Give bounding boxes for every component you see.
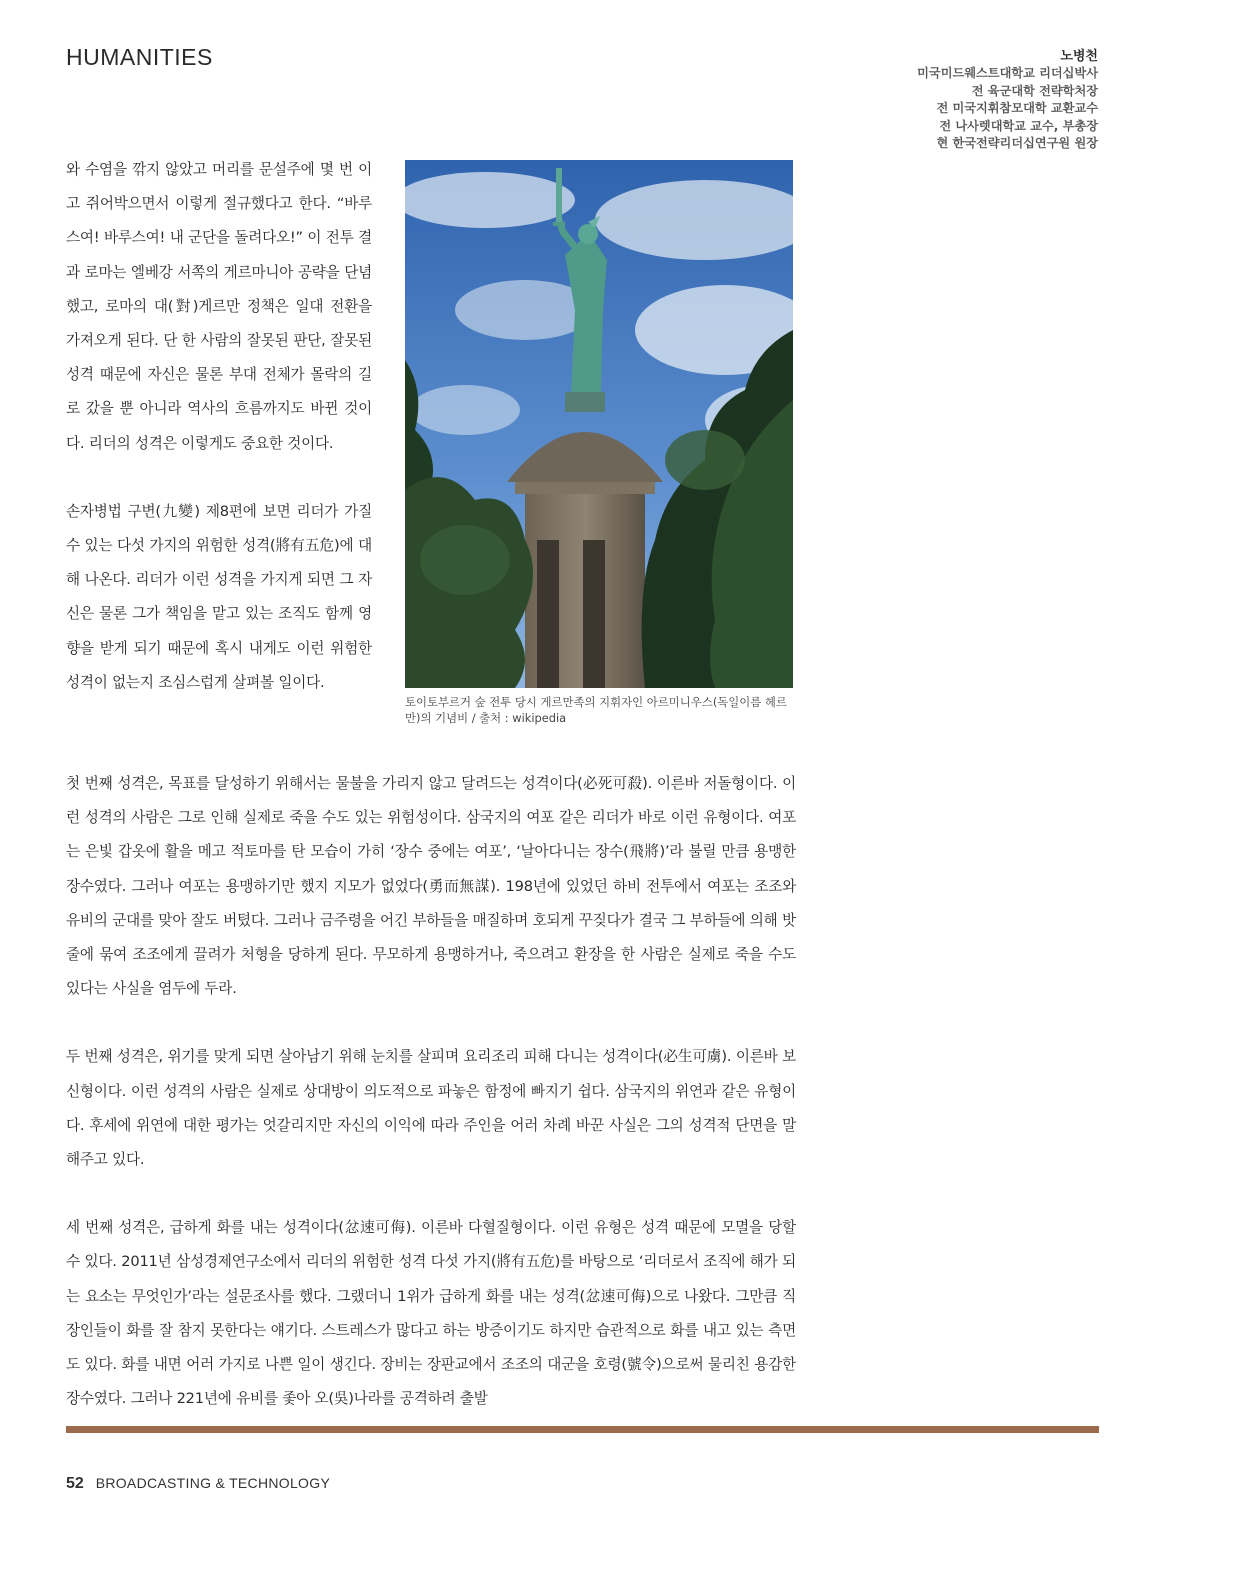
paragraph: 손자병법 구변(九變) 제8편에 보면 리더가 가질 수 있는 다섯 가지의 위험한 성격(將有五危)에 대해 나온다. 리더가 이런 성격을 가지게 되면 그 자신은 물론 그가 책임을 맡고 있는 조직도 함께 영향을 받게 되기 때문에 혹시 내게도 이런 위험한 성격이 없는지 조심스럽게 살펴볼 일이다. bbox=[66, 502, 372, 691]
full-width-column bbox=[66, 767, 796, 1416]
paragraph: 와 수염을 깎지 않았고 머리를 문설주에 몇 번 이고 쥐어박으면서 이렇게 절규했다고 한다. “바루스여! 바루스여! 내 군단을 돌려다오!” 이 전투 결과 로마는 엘베강 서쪽의 게르마니아 공략을 단념했고, 로마의 대(對)게르만 정책은 일대 전환을 가져오게 된다. 단 한 사람의 잘못된 판단, 잘못된 성격 때문에 자신은 물론 부대 전체가 몰락의 길로 갔을 뿐 아니라 역사의 흐름까지도 바뀐 것이다. 리더의 성격은 이렇게도 중요한 것이다. bbox=[66, 161, 372, 452]
author-credential: 현 한국전략리더십연구원 원장 bbox=[936, 136, 1098, 151]
paragraph: 첫 번째 성격은, 목표를 달성하기 위해서는 물불을 가리지 않고 달려드는 성격이다(必死可殺). 이른바 저돌형이다. 이런 성격의 사람은 그로 인해 실제로 죽을 수도 있는 위험성이다. 삼국지의 여포 같은 리더가 바로 이런 유형이다. 여포는 은빛 갑옷에 활을 메고 적토마를 탄 모습이 가히 ‘장수 중에는 여포’, ‘날아다니는 장수(飛將)’라 불릴 만큼 용맹한 장수였다. 그러나 여포는 용맹하기만 했지 지모가 없었다(勇而無謀). 198년에 있었던 하비 전투에서 여포는 조조와 유비의 군대를 맞아 잘도 버텼다. 그러나 금주령을 어긴 부하들을 매질하며 호되게 꾸짖다가 결국 그 부하들에 의해 밧줄에 묶여 조조에게 끌려가 처형을 당하게 된다. 무모하게 용맹하거나, 죽으려고 환장을 한 사람은 실제로 죽을 수도 있다는 사실을 염두에 두라. bbox=[66, 775, 796, 998]
author-name: 노병천 bbox=[1060, 49, 1098, 64]
monument-photo bbox=[405, 160, 793, 688]
author-credential: 전 미국지휘참모대학 교환교수 bbox=[936, 101, 1098, 116]
page-footer bbox=[66, 1475, 330, 1493]
paragraph: 세 번째 성격은, 급하게 화를 내는 성격이다(忿速可侮). 이른바 다혈질형이다. 이런 유형은 성격 때문에 모멸을 당할 수 있다. 2011년 삼성경제연구소에서 리더의 위험한 성격 다섯 가지(將有五危)를 바탕으로 ‘리더로서 조직에 해가 되는 요소는 무엇인가’라는 설문조사를 했다. 그랬더니 1위가 급하게 화를 내는 성격(忿速可侮)으로 나왔다. 그만큼 직장인들이 화를 잘 참지 못한다는 얘기다. 스트레스가 많다고 하는 방증이기도 하지만 습관적으로 화를 내고 있는 측면도 있다. 화를 내면 어러 가지로 나쁜 일이 생긴다. 장비는 장판교에서 조조의 대군을 호령(號令)으로써 물리친 용감한 장수였다. 그러나 221년에 유비를 좇아 오(吳)나라를 공격하려 출발 bbox=[66, 1219, 796, 1408]
page-number: 52 bbox=[66, 1475, 84, 1492]
author-credential: 미국미드웨스트대학교 리더십박사 bbox=[917, 66, 1098, 81]
publication-name: BROADCASTING & TECHNOLOGY bbox=[95, 1475, 331, 1491]
left-column bbox=[66, 153, 372, 700]
paragraph: 두 번째 성격은, 위기를 맞게 되면 살아남기 위해 눈치를 살피며 요리조리 피해 다니는 성격이다(必生可虜). 이른바 보신형이다. 이런 성격의 사람은 실제로 상대방이 의도적으로 파놓은 함정에 빠지기 쉽다. 삼국지의 위연과 같은 유형이다. 후세에 위연에 대한 평가는 엇갈리지만 자신의 이익에 따라 주인을 어러 차례 바꾼 사실은 그의 성격적 단면을 말해주고 있다. bbox=[66, 1048, 796, 1169]
photo-caption: 토이토부르거 숲 전투 당시 게르만족의 지휘자인 아르미니우스(독일이름 헤르만)의 기념비 / 출처 : wikipedia bbox=[405, 695, 787, 725]
section-label: HUMANITIES bbox=[66, 44, 213, 70]
author-credential: 전 육군대학 전략학처장 bbox=[971, 83, 1098, 98]
author-credential: 전 나사렛대학교 교수, 부총장 bbox=[939, 118, 1098, 133]
bottom-rule bbox=[66, 1426, 1099, 1433]
author-block bbox=[917, 48, 1098, 152]
